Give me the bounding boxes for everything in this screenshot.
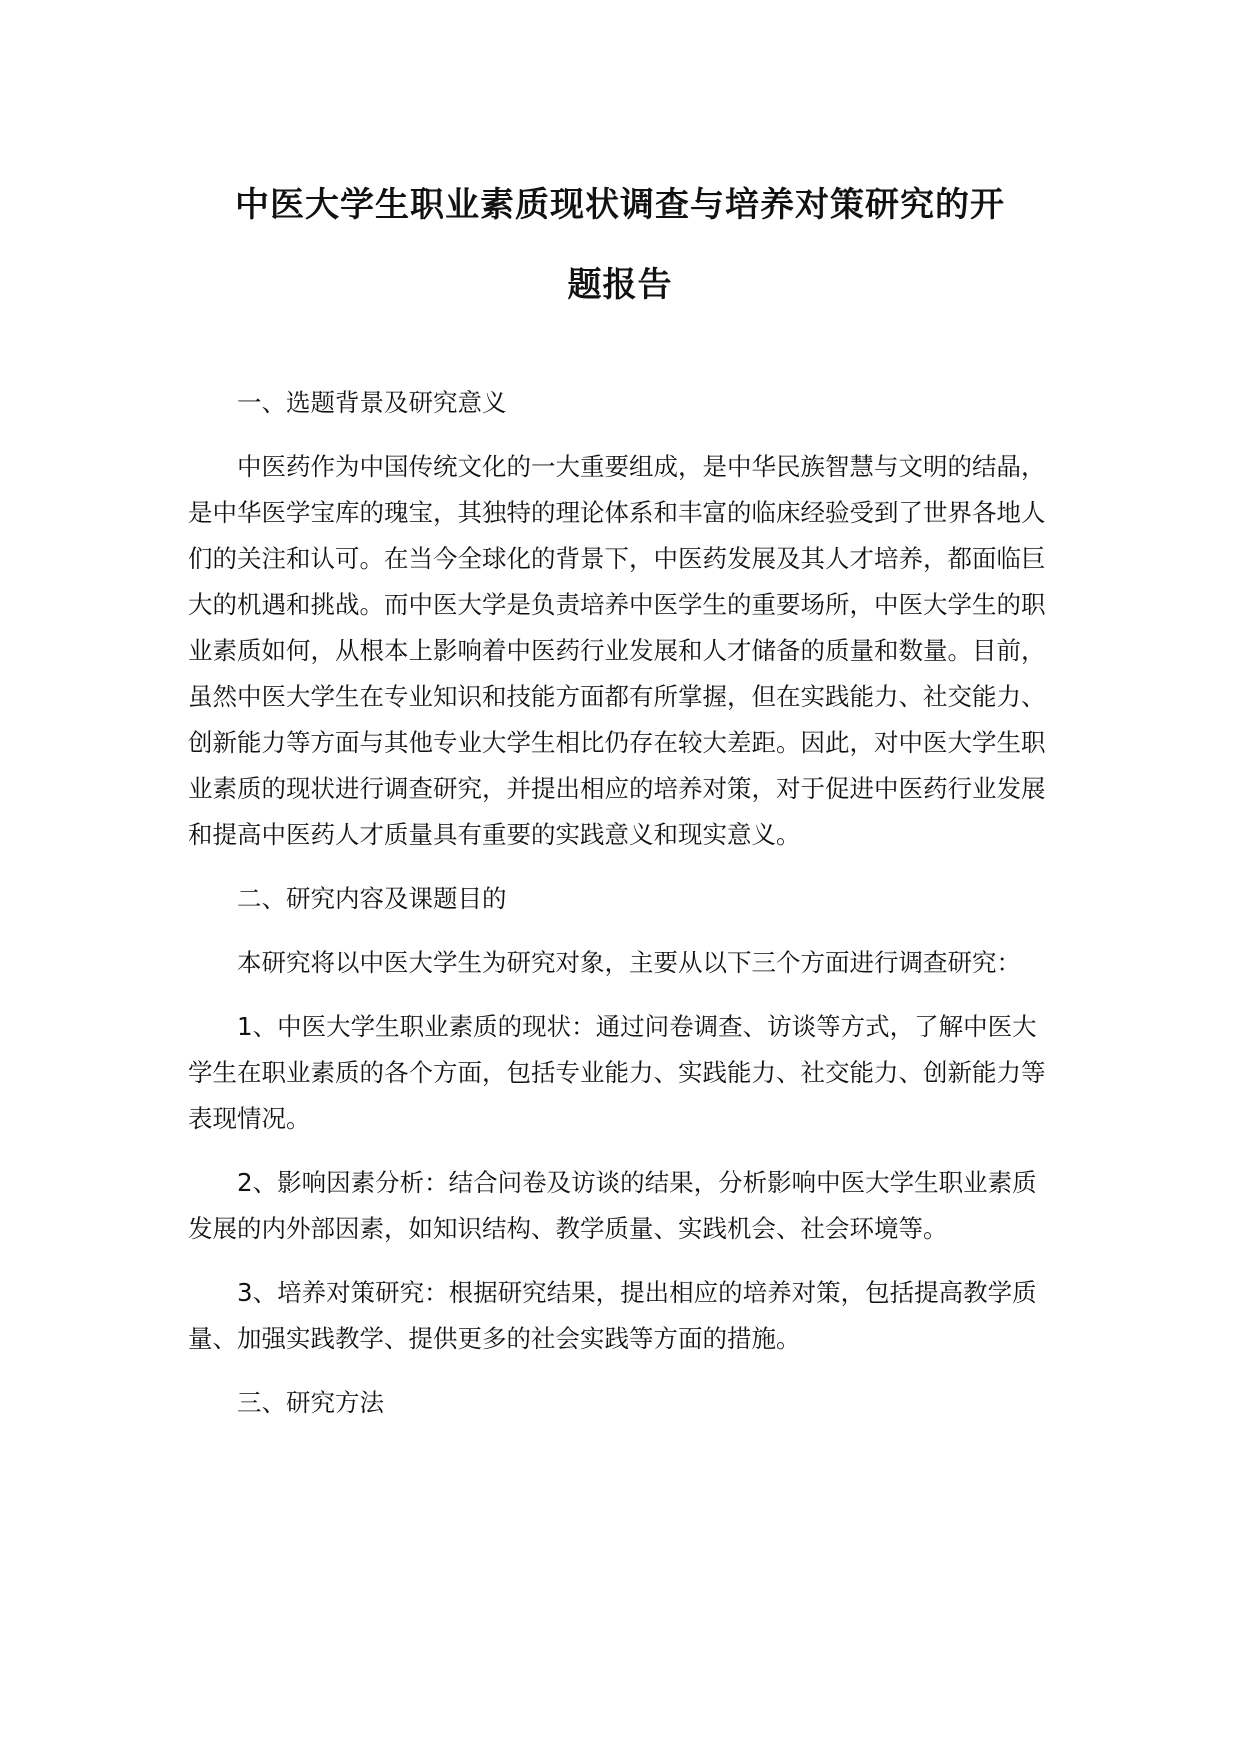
section2-item-1: 1、中医大学生职业素质的现状：通过问卷调查、访谈等方式，了解中医大学生在职业素质的各个方面，包括专业能力、实践能力、社交能力、创新能力等表现情况。 (188, 1012, 1046, 1133)
section2-heading: 二、研究内容及课题目的 (237, 884, 507, 913)
section1-heading: 一、选题背景及研究意义 (237, 388, 507, 417)
section2-item-3: 3、培养对策研究：根据研究结果，提出相应的培养对策，包括提高教学质量、加强实践教学、提供更多的社会实践等方面的措施。 (188, 1278, 1037, 1353)
section3-heading: 三、研究方法 (237, 1388, 384, 1417)
document-title-line2: 题报告 (567, 265, 673, 305)
section2-item-2: 2、影响因素分析：结合问卷及访谈的结果，分析影响中医大学生职业素质发展的内外部因素，如知识结构、教学质量、实践机会、社会环境等。 (188, 1168, 1037, 1243)
document-body (188, 380, 1058, 1444)
document-title-line1: 中医大学生职业素质现状调查与培养对策研究的开 (235, 185, 1005, 225)
section2-intro: 本研究将以中医大学生为研究对象，主要从以下三个方面进行调查研究： (237, 948, 1021, 977)
section1-paragraph: 中医药作为中国传统文化的一大重要组成，是中华民族智慧与文明的结晶，是中华医学宝库的瑰宝，其独特的理论体系和丰富的临床经验受到了世界各地人们的关注和认可。在当今全球化的背景下，中医药发展及其人才培养，都面临巨大的机遇和挑战。而中医大学是负责培养中医学生的重要场所，中医大学生的职业素质如何，从根本上影响着中医药行业发展和人才储备的质量和数量。目前，虽然中医大学生在专业知识和技能方面都有所掌握，但在实践能力、社交能力、创新能力等方面与其他专业大学生相比仍存在较大差距。因此，对中医大学生职业素质的现状进行调查研究，并提出相应的培养对策，对于促进中医药行业发展和提高中医药人才质量具有重要的实践意义和现实意义。 (188, 452, 1046, 849)
